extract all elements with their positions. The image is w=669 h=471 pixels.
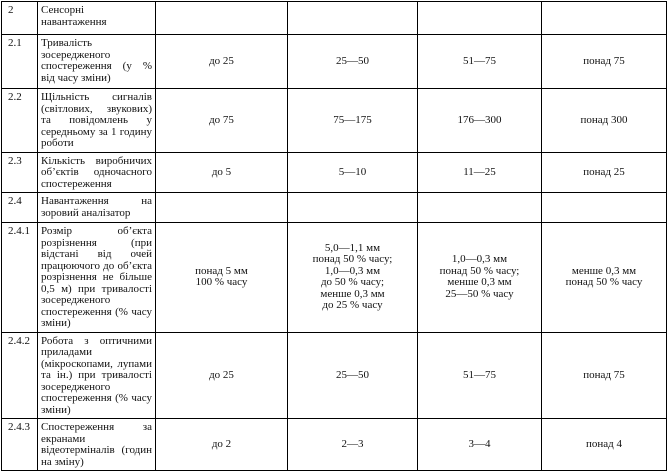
- value-cell-2: 25—50: [288, 35, 418, 89]
- value-cell-3: 51—75: [418, 35, 542, 89]
- table-row: [2, 332, 667, 419]
- value-cell-2: [288, 2, 418, 35]
- row-number: 2.2: [2, 89, 38, 153]
- value-cell-2: 25—50: [288, 332, 418, 419]
- row-number: 2.1: [2, 35, 38, 89]
- value-cell-4: понад 4: [542, 419, 667, 471]
- value-cell-2: 2—3: [288, 419, 418, 471]
- value-cell-1: до 2: [156, 419, 288, 471]
- table-row: [2, 89, 667, 153]
- row-number: 2: [2, 2, 38, 35]
- value-cell-4: [542, 2, 667, 35]
- value-cell-3: 3—4: [418, 419, 542, 471]
- row-number: 2.3: [2, 152, 38, 193]
- value-cell-2: 75—175: [288, 89, 418, 153]
- table-row: [2, 2, 667, 35]
- value-cell-1: понад 5 мм 100 % часу: [156, 223, 288, 333]
- table-row: [2, 223, 667, 333]
- row-description: Робота з оптичними приладами (мікроскопами, лупами та ін.) при тривалості зосередженого спостереження (% часу зміни): [38, 332, 156, 419]
- value-cell-4: [542, 193, 667, 223]
- table-row: [2, 35, 667, 89]
- value-cell-3: 51—75: [418, 332, 542, 419]
- row-description: Тривалість зосередженого спостереження (у % від часу зміни): [38, 35, 156, 89]
- value-cell-2: 5—10: [288, 152, 418, 193]
- row-description: Щільність сигналів (світлових, звукових) та повідомлень у середньому за 1 годину роботи: [38, 89, 156, 153]
- row-number: 2.4.2: [2, 332, 38, 419]
- row-description: Розмір об’єкта розрізнення (при відстані від очей працюючого до об’єкта розрізнення не більше 0,5 м) при тривалості зосередженого спостереження (% часу зміни): [38, 223, 156, 333]
- table-body: [2, 2, 667, 471]
- value-cell-1: [156, 193, 288, 223]
- table-row: [2, 419, 667, 471]
- value-cell-3: [418, 193, 542, 223]
- row-description: Кількість виробничих об’єктів одночасного спостереження: [38, 152, 156, 193]
- value-cell-4: понад 75: [542, 332, 667, 419]
- value-cell-3: 11—25: [418, 152, 542, 193]
- value-cell-4: менше 0,3 мм понад 50 % часу: [542, 223, 667, 333]
- value-cell-1: до 25: [156, 332, 288, 419]
- row-number: 2.4: [2, 193, 38, 223]
- row-description: Сенсорні навантаження: [38, 2, 156, 35]
- table-row: [2, 193, 667, 223]
- value-cell-1: [156, 2, 288, 35]
- row-number: 2.4.1: [2, 223, 38, 333]
- value-cell-4: понад 300: [542, 89, 667, 153]
- row-description: Навантаження на зоровий аналізатор: [38, 193, 156, 223]
- row-number: 2.4.3: [2, 419, 38, 471]
- value-cell-1: до 25: [156, 35, 288, 89]
- value-cell-2: [288, 193, 418, 223]
- value-cell-4: понад 25: [542, 152, 667, 193]
- value-cell-3: [418, 2, 542, 35]
- value-cell-1: до 75: [156, 89, 288, 153]
- value-cell-3: 1,0—0,3 мм понад 50 % часу; менше 0,3 мм 25—50 % часу: [418, 223, 542, 333]
- value-cell-4: понад 75: [542, 35, 667, 89]
- sensory-load-table: [1, 1, 667, 471]
- value-cell-2: 5,0—1,1 мм понад 50 % часу; 1,0—0,3 мм до 50 % часу; менше 0,3 мм до 25 % часу: [288, 223, 418, 333]
- table-row: [2, 152, 667, 193]
- value-cell-3: 176—300: [418, 89, 542, 153]
- row-description: Спостереження за екранами відеотерміналів (годин на зміну): [38, 419, 156, 471]
- value-cell-1: до 5: [156, 152, 288, 193]
